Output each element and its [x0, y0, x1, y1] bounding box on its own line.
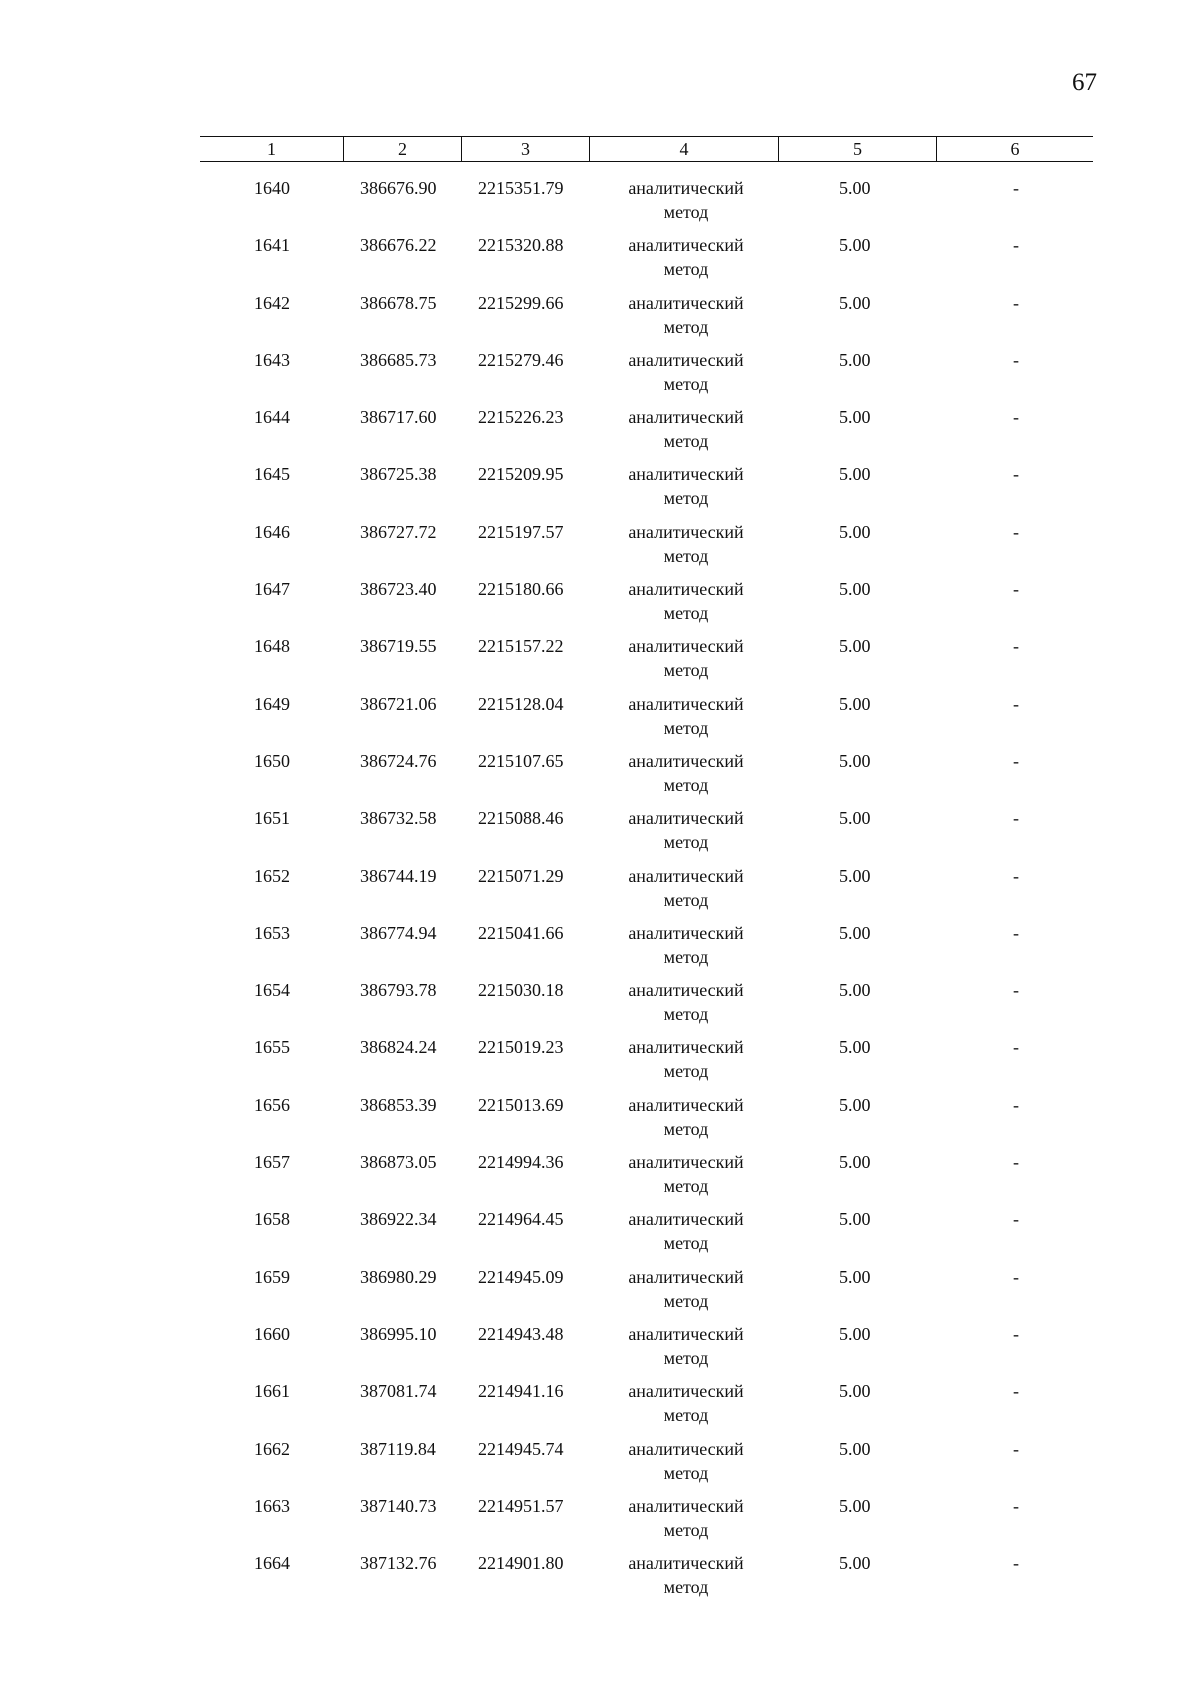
page-number: 67 [1072, 69, 1097, 96]
method-line-1: аналитический [628, 178, 744, 198]
point-number: 1644 [254, 407, 290, 428]
coordinate-x: 386685.73 [360, 349, 437, 370]
coordinate-x: 386719.55 [360, 636, 437, 657]
coordinate-x: 386721.06 [360, 693, 437, 714]
coordinate-x: 386793.78 [360, 980, 437, 1001]
accuracy-value: 5.00 [839, 808, 871, 829]
note-value: - [1013, 1152, 1019, 1173]
point-number: 1652 [254, 865, 290, 886]
coordinate-x: 386676.22 [360, 235, 437, 256]
method-line-1: аналитический [628, 521, 744, 542]
table-row [0, 405, 1200, 462]
method-line-2: метод [663, 1462, 709, 1483]
method-cell [615, 864, 757, 912]
method-line-1: аналитический [628, 980, 744, 1001]
point-number: 1651 [254, 808, 290, 829]
coordinate-y: 2215180.66 [478, 579, 564, 600]
accuracy-value: 5.00 [839, 636, 871, 657]
accuracy-value: 5.00 [839, 922, 871, 943]
method-cell [615, 1150, 757, 1198]
point-number: 1647 [254, 579, 290, 600]
coordinate-y: 2214941.16 [478, 1381, 564, 1402]
point-number: 1640 [254, 178, 290, 198]
accuracy-value: 5.00 [839, 1094, 871, 1115]
table-row [0, 692, 1200, 749]
method-line-1: аналитический [628, 1553, 744, 1574]
table-header [200, 136, 1093, 162]
table-row [0, 921, 1200, 978]
note-value: - [1013, 1553, 1019, 1574]
table-row [0, 864, 1200, 921]
method-line-2: метод [663, 1176, 709, 1197]
method-line-1: аналитический [628, 1037, 744, 1058]
accuracy-value: 5.00 [839, 1438, 871, 1459]
coordinate-y: 2215107.65 [478, 750, 564, 771]
accuracy-value: 5.00 [839, 1037, 871, 1058]
point-number: 1656 [254, 1094, 290, 1115]
table-row [0, 806, 1200, 863]
method-cell [615, 978, 757, 1026]
table-row [0, 1322, 1200, 1379]
table-row [0, 1379, 1200, 1436]
point-number: 1657 [254, 1152, 290, 1173]
table-row [0, 1437, 1200, 1494]
method-line-1: аналитический [628, 1209, 744, 1230]
coordinate-y: 2215019.23 [478, 1037, 564, 1058]
table-row [0, 634, 1200, 691]
point-number: 1660 [254, 1323, 290, 1344]
method-line-2: метод [663, 660, 709, 681]
header-col-1: 1 [200, 137, 344, 161]
note-value: - [1013, 521, 1019, 542]
header-col-3: 3 [462, 137, 590, 161]
accuracy-value: 5.00 [839, 407, 871, 428]
coordinate-y: 2214945.74 [478, 1438, 564, 1459]
method-cell [615, 1265, 757, 1313]
coordinate-x: 387132.76 [360, 1553, 437, 1574]
coordinate-y: 2215128.04 [478, 693, 564, 714]
method-line-2: метод [663, 603, 709, 624]
method-cell [615, 1035, 757, 1083]
coordinate-y: 2215071.29 [478, 865, 564, 886]
note-value: - [1013, 636, 1019, 657]
coordinate-y: 2214951.57 [478, 1495, 564, 1516]
method-cell [615, 233, 757, 281]
method-line-2: метод [663, 1290, 709, 1311]
method-line-1: аналитический [628, 1323, 744, 1344]
method-line-1: аналитический [628, 865, 744, 886]
method-cell [615, 1207, 757, 1255]
header-col-6: 6 [1010, 138, 1020, 159]
accuracy-value: 5.00 [839, 1209, 871, 1230]
method-line-2: метод [663, 316, 709, 337]
method-line-1: аналитический [628, 750, 744, 771]
coordinate-y: 2215013.69 [478, 1094, 564, 1115]
coordinate-y: 2214943.48 [478, 1323, 564, 1344]
accuracy-value: 5.00 [839, 1323, 871, 1344]
method-line-1: аналитический [628, 1381, 744, 1402]
method-line-1: аналитический [628, 693, 744, 714]
method-cell [615, 806, 757, 854]
coordinate-y: 2215320.88 [478, 235, 564, 256]
method-line-2: метод [663, 1118, 709, 1139]
method-cell [615, 520, 757, 568]
method-line-2: метод [663, 889, 709, 910]
accuracy-value: 5.00 [839, 1553, 871, 1574]
coordinate-y: 2215299.66 [478, 292, 564, 313]
method-line-2: метод [663, 259, 709, 280]
coordinate-y: 2215209.95 [478, 464, 564, 485]
point-number: 1642 [254, 292, 290, 313]
point-number: 1655 [254, 1037, 290, 1058]
method-cell [615, 462, 757, 510]
coordinate-y: 2214901.80 [478, 1553, 564, 1574]
method-line-2: метод [663, 488, 709, 509]
coordinate-y: 2215279.46 [478, 349, 564, 370]
note-value: - [1013, 1323, 1019, 1344]
note-value: - [1013, 1209, 1019, 1230]
accuracy-value: 5.00 [839, 980, 871, 1001]
table-row [0, 348, 1200, 405]
method-cell [615, 348, 757, 396]
accuracy-value: 5.00 [839, 349, 871, 370]
table-row [0, 1207, 1200, 1264]
coordinate-x: 387140.73 [360, 1495, 437, 1516]
method-line-2: метод [663, 1061, 709, 1082]
method-line-1: аналитический [628, 1438, 744, 1459]
coordinate-y: 2214994.36 [478, 1152, 564, 1173]
note-value: - [1013, 349, 1019, 370]
coordinate-x: 386922.34 [360, 1209, 437, 1230]
coordinate-y: 2215157.22 [478, 636, 564, 657]
method-line-1: аналитический [628, 349, 744, 370]
header-col-4: 4 [590, 137, 779, 161]
point-number: 1643 [254, 349, 290, 370]
coordinate-x: 386727.72 [360, 521, 437, 542]
table-row [0, 1150, 1200, 1207]
point-number: 1646 [254, 521, 290, 542]
accuracy-value: 5.00 [839, 1381, 871, 1402]
accuracy-value: 5.00 [839, 750, 871, 771]
point-number: 1649 [254, 693, 290, 714]
note-value: - [1013, 1438, 1019, 1459]
coordinate-x: 386824.24 [360, 1037, 437, 1058]
method-line-2: метод [663, 717, 709, 738]
coordinate-x: 386678.75 [360, 292, 437, 313]
coordinate-x: 386723.40 [360, 579, 437, 600]
coordinate-x: 387119.84 [360, 1438, 436, 1459]
coordinate-x: 386995.10 [360, 1323, 437, 1344]
accuracy-value: 5.00 [839, 235, 871, 256]
method-cell [615, 1322, 757, 1370]
method-line-1: аналитический [628, 292, 744, 313]
method-cell [615, 577, 757, 625]
method-line-2: метод [663, 1347, 709, 1368]
coordinate-y: 2215088.46 [478, 808, 564, 829]
accuracy-value: 5.00 [839, 1266, 871, 1287]
table-row [0, 1551, 1200, 1608]
method-line-1: аналитический [628, 1266, 744, 1287]
accuracy-value: 5.00 [839, 579, 871, 600]
coordinate-x: 386732.58 [360, 808, 437, 829]
coordinate-y: 2215226.23 [478, 407, 564, 428]
method-line-1: аналитический [628, 579, 744, 600]
method-cell [615, 1093, 757, 1141]
coordinate-x: 386774.94 [360, 922, 437, 943]
note-value: - [1013, 808, 1019, 829]
method-line-1: аналитический [628, 1094, 744, 1115]
method-cell [615, 749, 757, 797]
method-line-2: метод [663, 431, 709, 452]
note-value: - [1013, 1266, 1019, 1287]
coordinate-x: 386853.39 [360, 1094, 437, 1115]
note-value: - [1013, 693, 1019, 714]
table-row [0, 978, 1200, 1035]
coordinate-y: 2215030.18 [478, 980, 564, 1001]
method-line-2: метод [663, 1519, 709, 1540]
accuracy-value: 5.00 [839, 292, 871, 313]
method-line-2: метод [663, 946, 709, 967]
method-cell [615, 405, 757, 453]
note-value: - [1013, 407, 1019, 428]
method-line-2: метод [663, 832, 709, 853]
method-cell [615, 1437, 757, 1485]
coordinate-x: 386717.60 [360, 407, 437, 428]
note-value: - [1013, 1381, 1019, 1402]
method-line-1: аналитический [628, 808, 744, 829]
point-number: 1662 [254, 1438, 290, 1459]
method-cell [615, 291, 757, 339]
method-line-1: аналитический [628, 922, 744, 943]
coordinate-y: 2214945.09 [478, 1266, 564, 1287]
note-value: - [1013, 1495, 1019, 1516]
note-value: - [1013, 980, 1019, 1001]
point-number: 1645 [254, 464, 290, 485]
method-cell [615, 692, 757, 740]
method-line-1: аналитический [628, 1152, 744, 1173]
point-number: 1658 [254, 1209, 290, 1230]
header-col-2: 2 [344, 137, 462, 161]
method-cell [615, 634, 757, 682]
point-number: 1661 [254, 1381, 290, 1402]
method-line-2: метод [663, 1405, 709, 1426]
method-line-1: аналитический [628, 407, 744, 428]
coordinate-x: 386724.76 [360, 750, 437, 771]
method-cell [615, 921, 757, 969]
coordinate-x: 386980.29 [360, 1266, 437, 1287]
point-number: 1663 [254, 1495, 290, 1516]
note-value: - [1013, 750, 1019, 771]
note-value: - [1013, 922, 1019, 943]
point-number: 1653 [254, 922, 290, 943]
accuracy-value: 5.00 [839, 865, 871, 886]
method-line-1: аналитический [628, 235, 744, 256]
table-row [0, 176, 1200, 233]
coordinate-y: 2215197.57 [478, 521, 564, 542]
header-col-5: 5 [779, 137, 937, 161]
coordinate-x: 386676.90 [360, 178, 437, 198]
coordinate-x: 387081.74 [360, 1381, 437, 1402]
note-value: - [1013, 235, 1019, 256]
table-row [0, 233, 1200, 290]
note-value: - [1013, 865, 1019, 886]
coordinate-x: 386873.05 [360, 1152, 437, 1173]
table-row [0, 291, 1200, 348]
table-row [0, 462, 1200, 519]
table-row [0, 1265, 1200, 1322]
note-value: - [1013, 464, 1019, 485]
point-number: 1659 [254, 1266, 290, 1287]
coordinate-x: 386725.38 [360, 464, 437, 485]
method-line-2: метод [663, 202, 709, 222]
accuracy-value: 5.00 [839, 178, 871, 198]
table-row [0, 1035, 1200, 1092]
note-value: - [1013, 292, 1019, 313]
method-line-2: метод [663, 774, 709, 795]
table-row [0, 749, 1200, 806]
method-cell [615, 1551, 757, 1599]
point-number: 1654 [254, 980, 290, 1001]
note-value: - [1013, 1094, 1019, 1115]
method-line-1: аналитический [628, 1495, 744, 1516]
coordinate-x: 386744.19 [360, 865, 437, 886]
point-number: 1650 [254, 750, 290, 771]
note-value: - [1013, 178, 1019, 198]
accuracy-value: 5.00 [839, 1152, 871, 1173]
coordinate-y: 2214964.45 [478, 1209, 564, 1230]
method-line-2: метод [663, 545, 709, 566]
method-cell [615, 176, 757, 224]
method-line-2: метод [663, 1004, 709, 1025]
method-line-2: метод [663, 373, 709, 394]
method-line-2: метод [663, 1233, 709, 1254]
table-body [0, 176, 1200, 1608]
method-line-1: аналитический [628, 636, 744, 657]
coordinate-y: 2215041.66 [478, 922, 564, 943]
method-cell [615, 1494, 757, 1542]
coordinate-y: 2215351.79 [478, 178, 564, 198]
accuracy-value: 5.00 [839, 693, 871, 714]
method-cell [615, 1379, 757, 1427]
point-number: 1664 [254, 1553, 290, 1574]
table-row [0, 520, 1200, 577]
table-row [0, 577, 1200, 634]
point-number: 1648 [254, 636, 290, 657]
accuracy-value: 5.00 [839, 1495, 871, 1516]
note-value: - [1013, 579, 1019, 600]
method-line-2: метод [663, 1577, 709, 1598]
accuracy-value: 5.00 [839, 521, 871, 542]
point-number: 1641 [254, 235, 290, 256]
method-line-1: аналитический [628, 464, 744, 485]
note-value: - [1013, 1037, 1019, 1058]
table-row [0, 1093, 1200, 1150]
table-row [0, 1494, 1200, 1551]
accuracy-value: 5.00 [839, 464, 871, 485]
